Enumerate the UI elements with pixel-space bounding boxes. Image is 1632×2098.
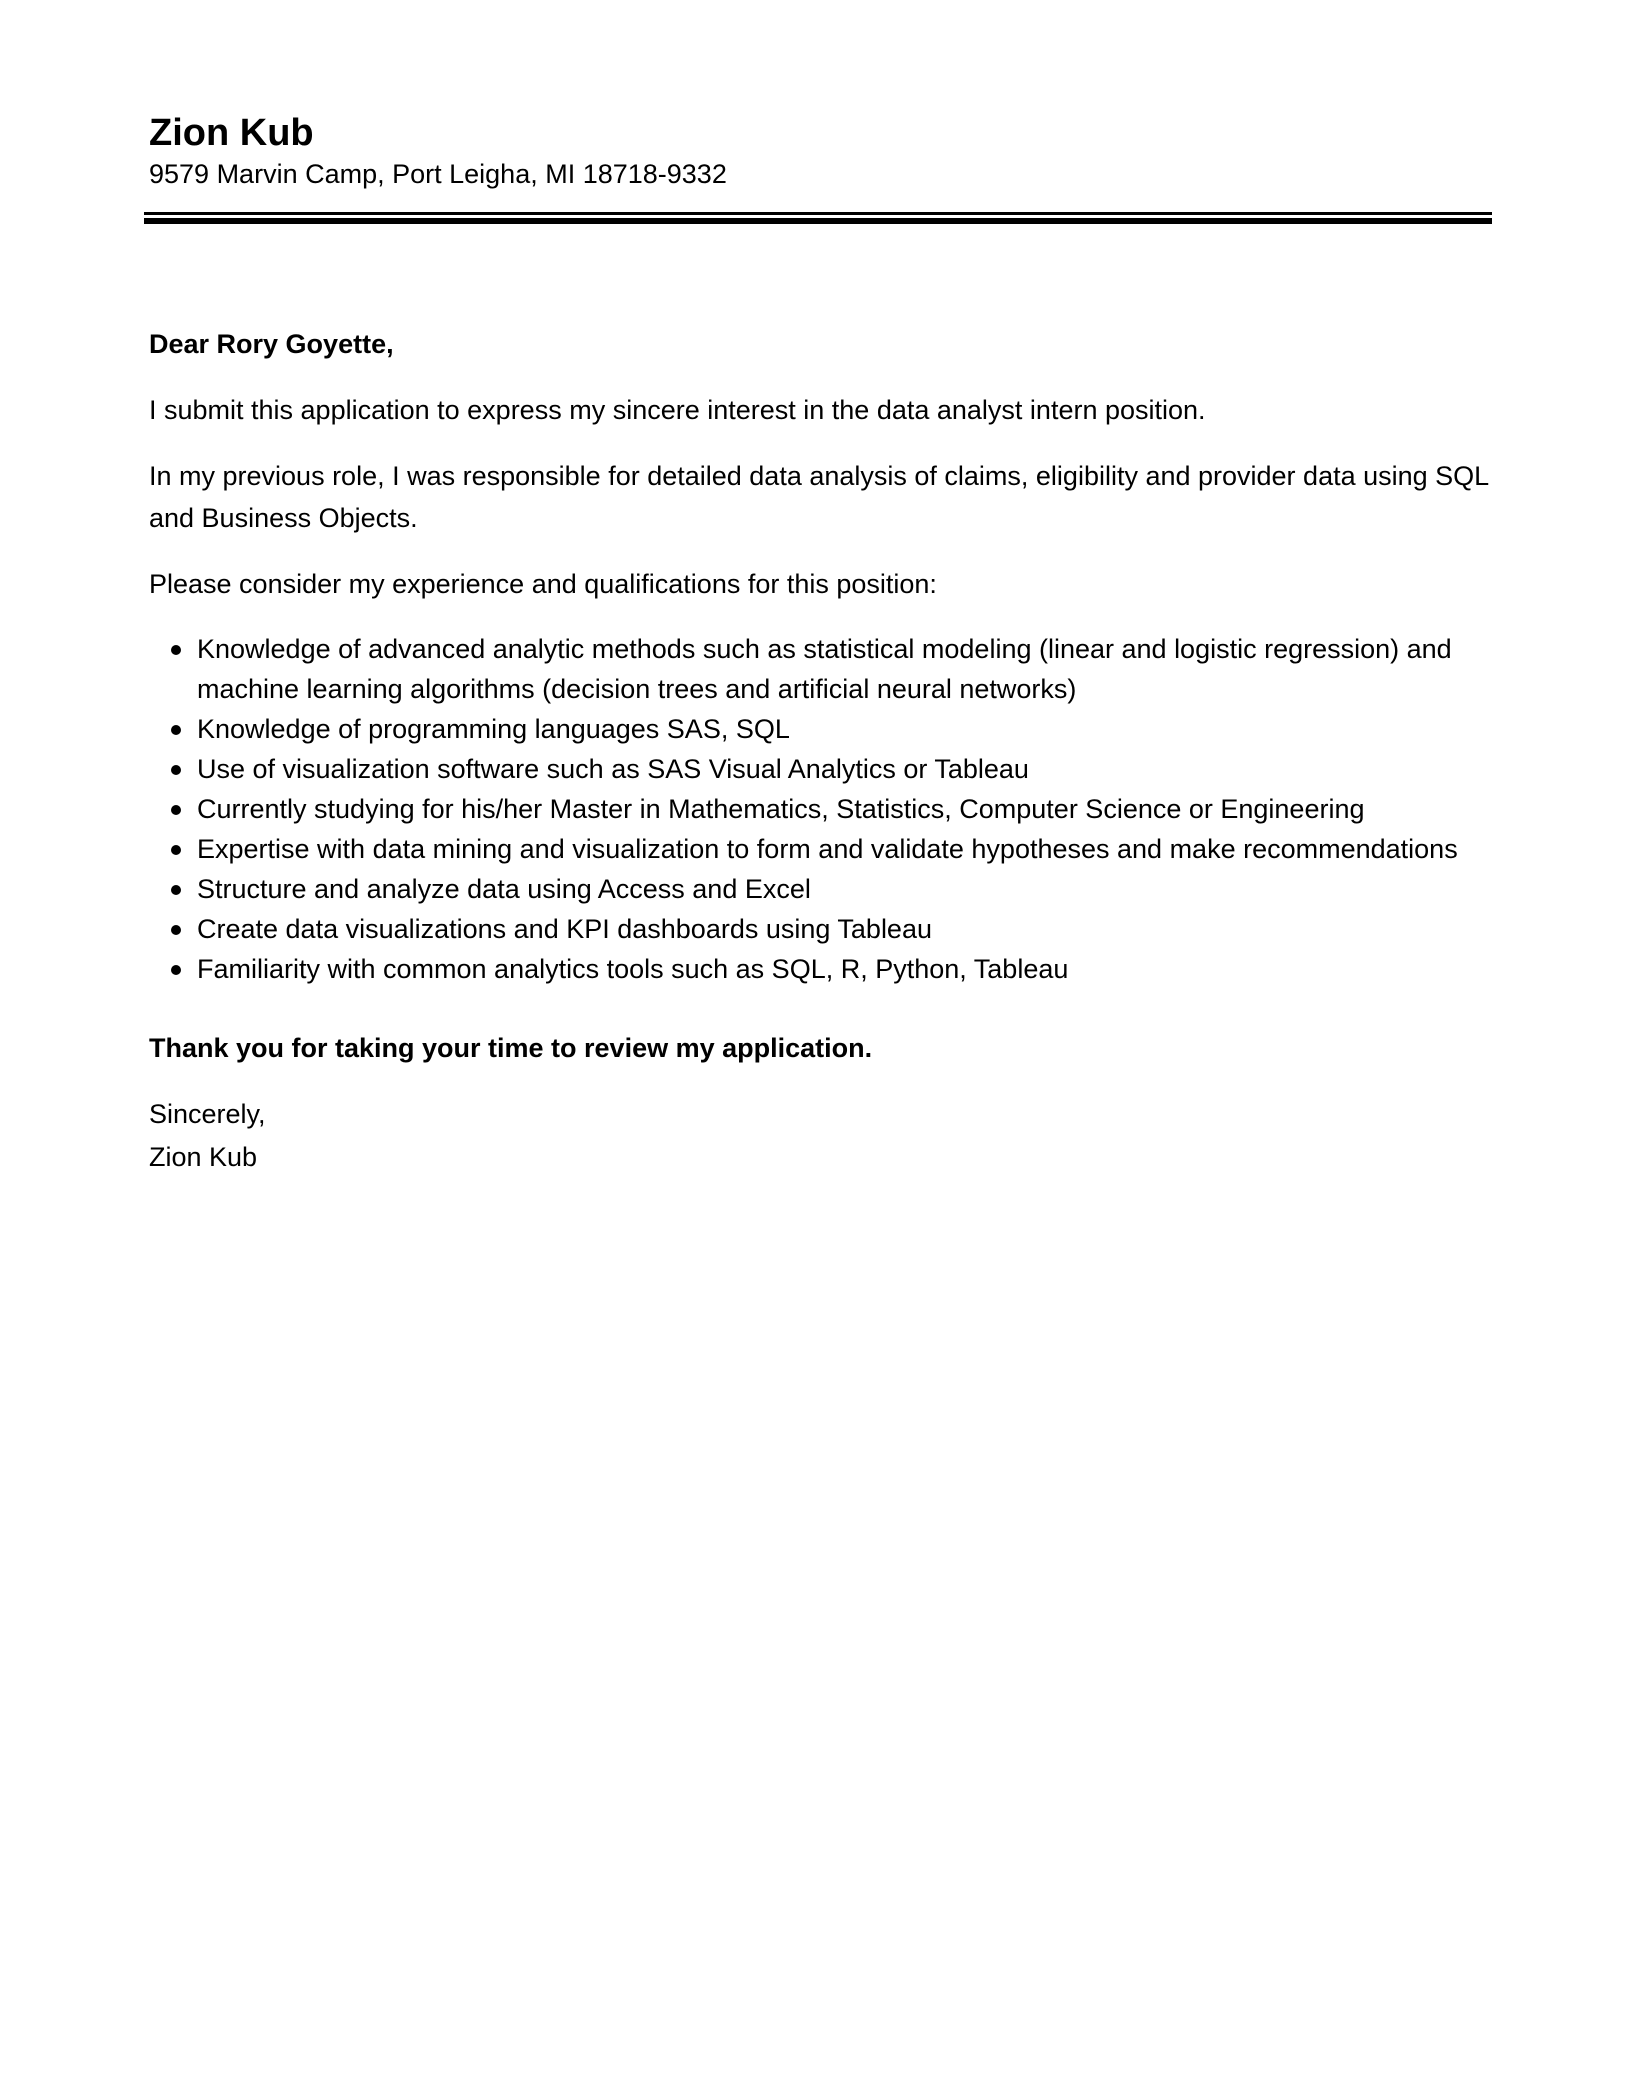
bullet-icon	[171, 965, 181, 975]
list-item	[149, 709, 1489, 749]
letter-body	[149, 323, 1489, 1179]
sender-address: 9579 Marvin Camp, Port Leigha, MI 18718-9332	[149, 159, 727, 189]
bullet-icon	[171, 765, 181, 775]
experience-paragraph: In my previous role, I was responsible for detailed data analysis of claims, eligibility and provider data using SQL and Business Objects.	[149, 461, 1489, 533]
bullet-icon	[171, 885, 181, 895]
letter-header	[149, 110, 1489, 192]
list-item-text: Knowledge of programming languages SAS, SQL	[197, 714, 790, 744]
list-item-text: Structure and analyze data using Access and Excel	[197, 874, 811, 904]
list-item	[149, 789, 1489, 829]
bullet-icon	[171, 845, 181, 855]
salutation: Dear Rory Goyette,	[149, 329, 394, 359]
list-item-text: Knowledge of advanced analytic methods such as statistical modeling (linear and logistic regression) and machine learning algorithms (decision trees and artificial neural networks)	[197, 634, 1452, 704]
bullet-icon	[171, 805, 181, 815]
header-divider	[144, 212, 1492, 224]
qualifications-list	[149, 629, 1489, 989]
signature: Zion Kub	[149, 1142, 258, 1172]
bullet-icon	[171, 925, 181, 935]
list-item-text: Create data visualizations and KPI dashboards using Tableau	[197, 914, 932, 944]
bullet-icon	[171, 725, 181, 735]
list-item	[149, 869, 1489, 909]
list-item	[149, 629, 1489, 709]
signoff: Sincerely,	[149, 1099, 266, 1129]
list-item	[149, 829, 1489, 869]
list-item-text: Expertise with data mining and visualization to form and validate hypotheses and make recommendations	[197, 834, 1458, 864]
sender-name: Zion Kub	[149, 112, 314, 154]
list-item	[149, 949, 1489, 989]
list-item-text: Use of visualization software such as SAS Visual Analytics or Tableau	[197, 754, 1029, 784]
list-item	[149, 749, 1489, 789]
consider-paragraph: Please consider my experience and qualifications for this position:	[149, 569, 937, 599]
divider-thin-line	[144, 212, 1492, 215]
list-item-text: Familiarity with common analytics tools such as SQL, R, Python, Tableau	[197, 954, 1069, 984]
intro-paragraph: I submit this application to express my sincere interest in the data analyst intern position.	[149, 395, 1206, 425]
bullet-icon	[171, 645, 181, 655]
closing-statement: Thank you for taking your time to review my application.	[149, 1033, 873, 1063]
divider-thick-line	[144, 218, 1492, 224]
list-item-text: Currently studying for his/her Master in Mathematics, Statistics, Computer Science or Engineering	[197, 794, 1365, 824]
list-item	[149, 909, 1489, 949]
